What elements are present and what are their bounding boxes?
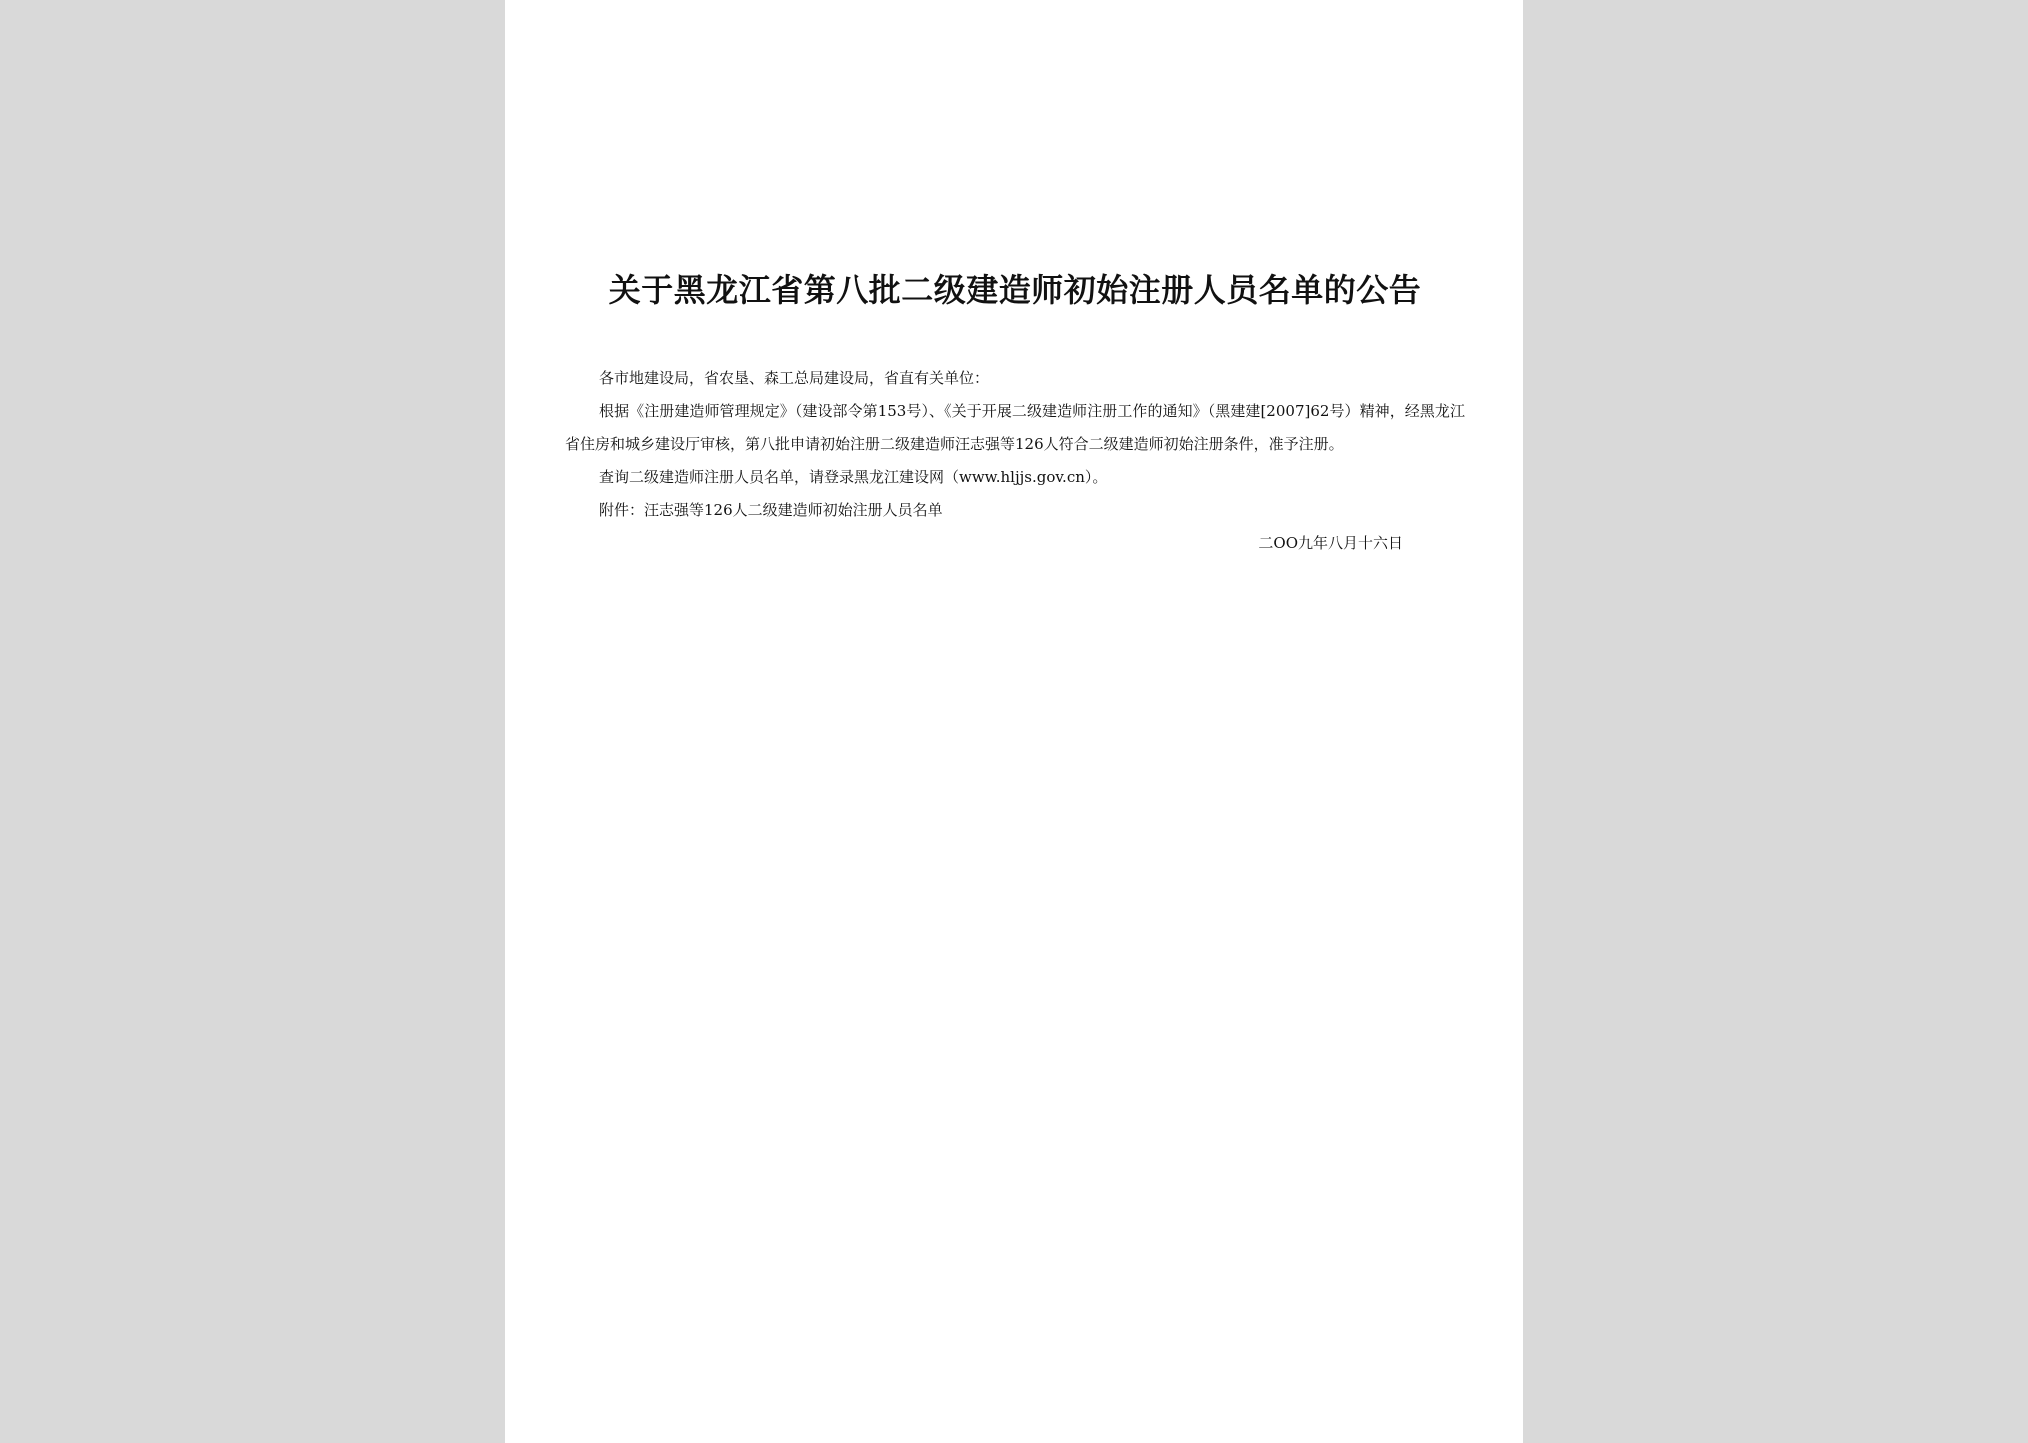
salutation: 各市地建设局，省农垦、森工总局建设局，省直有关单位： bbox=[599, 369, 990, 387]
document-title: 关于黑龙江省第八批二级建造师初始注册人员名单的公告 bbox=[608, 271, 1422, 309]
document-body bbox=[565, 362, 1465, 560]
document-date: 二OO九年八月十六日 bbox=[1258, 534, 1403, 552]
paragraph-attachment: 附件：汪志强等126人二级建造师初始注册人员名单 bbox=[599, 501, 943, 519]
paragraph-basis: 根据《注册建造师管理规定》（建设部令第153号）、《关于开展二级建造师注册工作的通知》（黑建建[2007]62号）精神，经黑龙江省住房和城乡建设厅审核，第八批申请初始注册二级建造师汪志强等126人符合二级建造师初始注册条件，准予注册。 bbox=[565, 402, 1465, 453]
paragraph-query: 查询二级建造师注册人员名单，请登录黑龙江建设网（www.hljjs.gov.cn）。 bbox=[599, 468, 1108, 486]
document-page bbox=[505, 0, 1523, 1443]
